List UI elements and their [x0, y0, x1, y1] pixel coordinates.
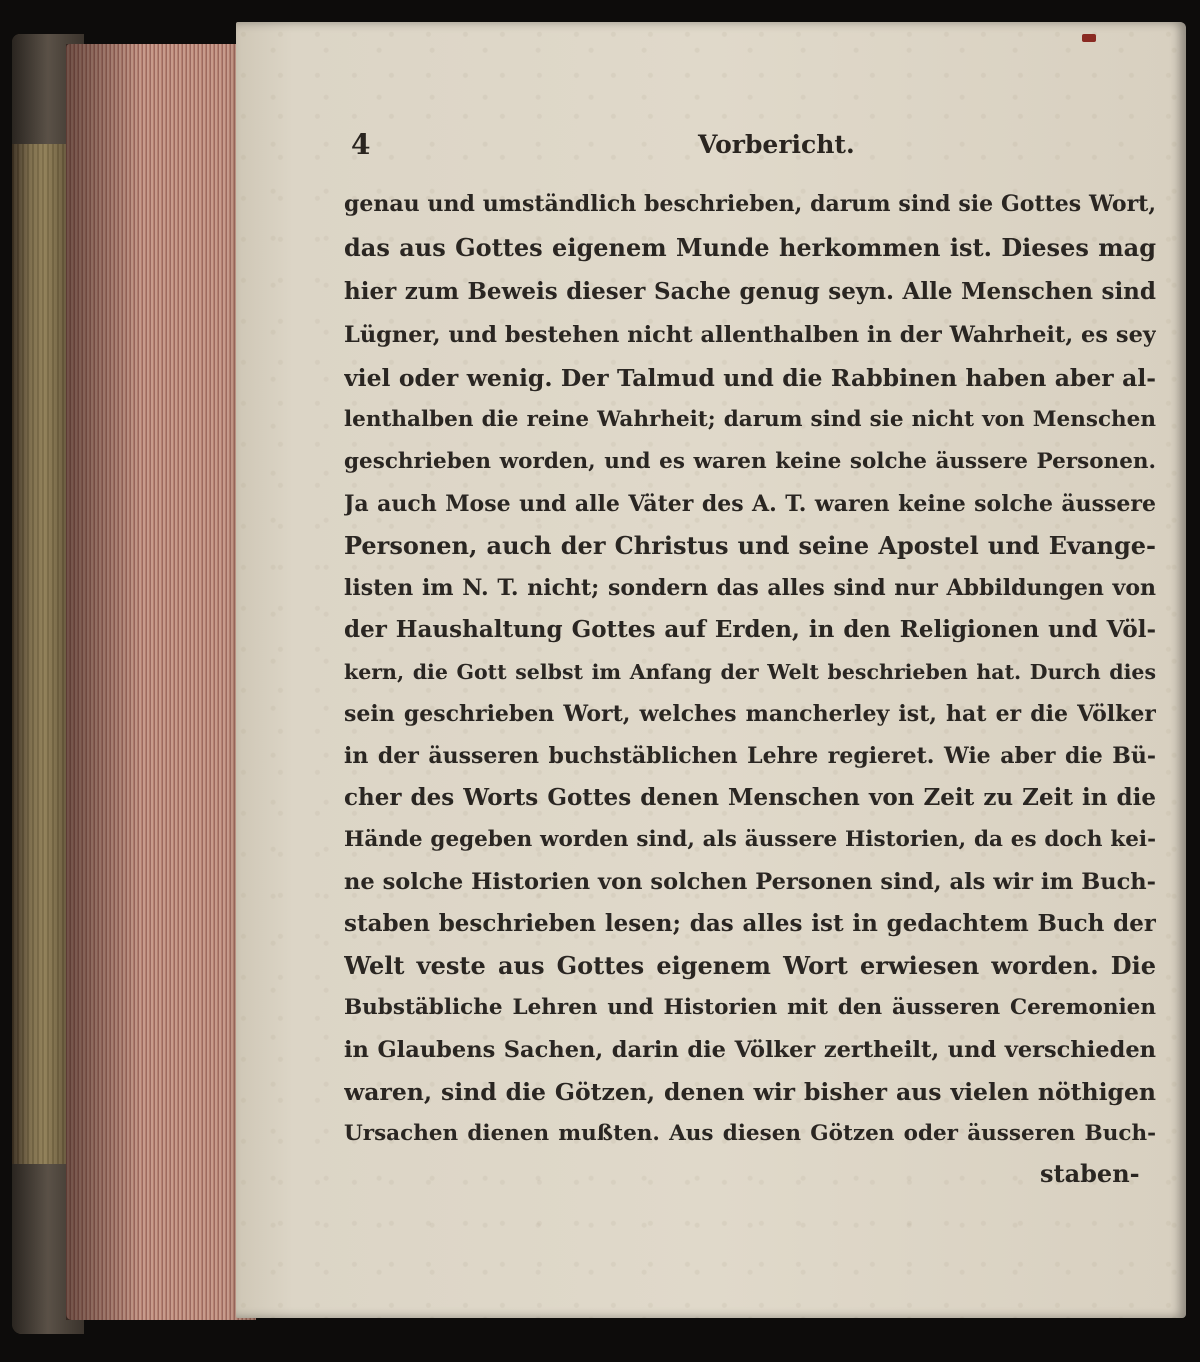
text-line: das aus Gottes eigenem Munde herkommen ist. Dieses mag: [344, 233, 1156, 262]
text-line: ne solche Historien von solchen Personen sind, als wir im Buch-: [344, 869, 1156, 895]
text-line: Hände gegeben worden sind, als äussere Historien, da es doch kei-: [344, 827, 1156, 852]
text-line: Ja auch Mose und alle Väter des A. T. waren keine solche äussere: [344, 491, 1156, 517]
text-line: lenthalben die reine Wahrheit; darum sind sie nicht von Menschen: [344, 407, 1156, 432]
text-line: viel oder wenig. Der Talmud und die Rabbinen haben aber al-: [344, 364, 1156, 392]
text-line: geschrieben worden, und es waren keine solche äussere Personen.: [344, 449, 1156, 474]
page-edges: [66, 44, 256, 1320]
running-head: Vorbericht.: [698, 130, 855, 159]
text-line: sein geschrieben Wort, welches mancherley ist, hat er die Völker: [344, 701, 1156, 727]
text-line: Lügner, und bestehen nicht allenthalben in der Wahrheit, es sey: [344, 322, 1156, 348]
text-line: Ursachen dienen mußten. Aus diesen Götzen oder äusseren Buch-: [344, 1121, 1156, 1146]
text-line: listen im N. T. nicht; sondern das alles sind nur Abbildungen von: [344, 575, 1156, 601]
text-line: staben beschrieben lesen; das alles ist in gedachtem Buch der: [344, 910, 1156, 937]
text-line: Bubstäbliche Lehren und Historien mit den äusseren Ceremonien: [344, 995, 1156, 1020]
text-line: hier zum Beweis dieser Sache genug seyn. Alle Menschen sind: [344, 278, 1156, 305]
text-line: Welt veste aus Gottes eigenem Wort erwiesen worden. Die: [344, 951, 1156, 980]
catchword: staben-: [1040, 1159, 1140, 1188]
bookmark-ribbon: [1082, 34, 1096, 42]
text-line: in der äusseren buchstäblichen Lehre regieret. Wie aber die Bü-: [344, 743, 1156, 769]
text-line: cher des Worts Gottes denen Menschen von Zeit zu Zeit in die: [344, 784, 1156, 811]
text-line: kern, die Gott selbst im Anfang der Welt beschrieben hat. Durch dies: [344, 660, 1156, 684]
text-line: in Glaubens Sachen, darin die Völker zertheilt, und verschieden: [344, 1037, 1156, 1063]
text-line: waren, sind die Götzen, denen wir bisher aus vielen nöthigen: [344, 1078, 1156, 1106]
text-line: der Haushaltung Gottes auf Erden, in den Religionen und Völ-: [344, 616, 1156, 643]
page-number: 4: [351, 128, 371, 161]
text-line: Personen, auch der Christus und seine Apostel und Evange-: [344, 531, 1156, 560]
text-line: genau und umständlich beschrieben, darum sind sie Gottes Wort,: [344, 191, 1156, 217]
